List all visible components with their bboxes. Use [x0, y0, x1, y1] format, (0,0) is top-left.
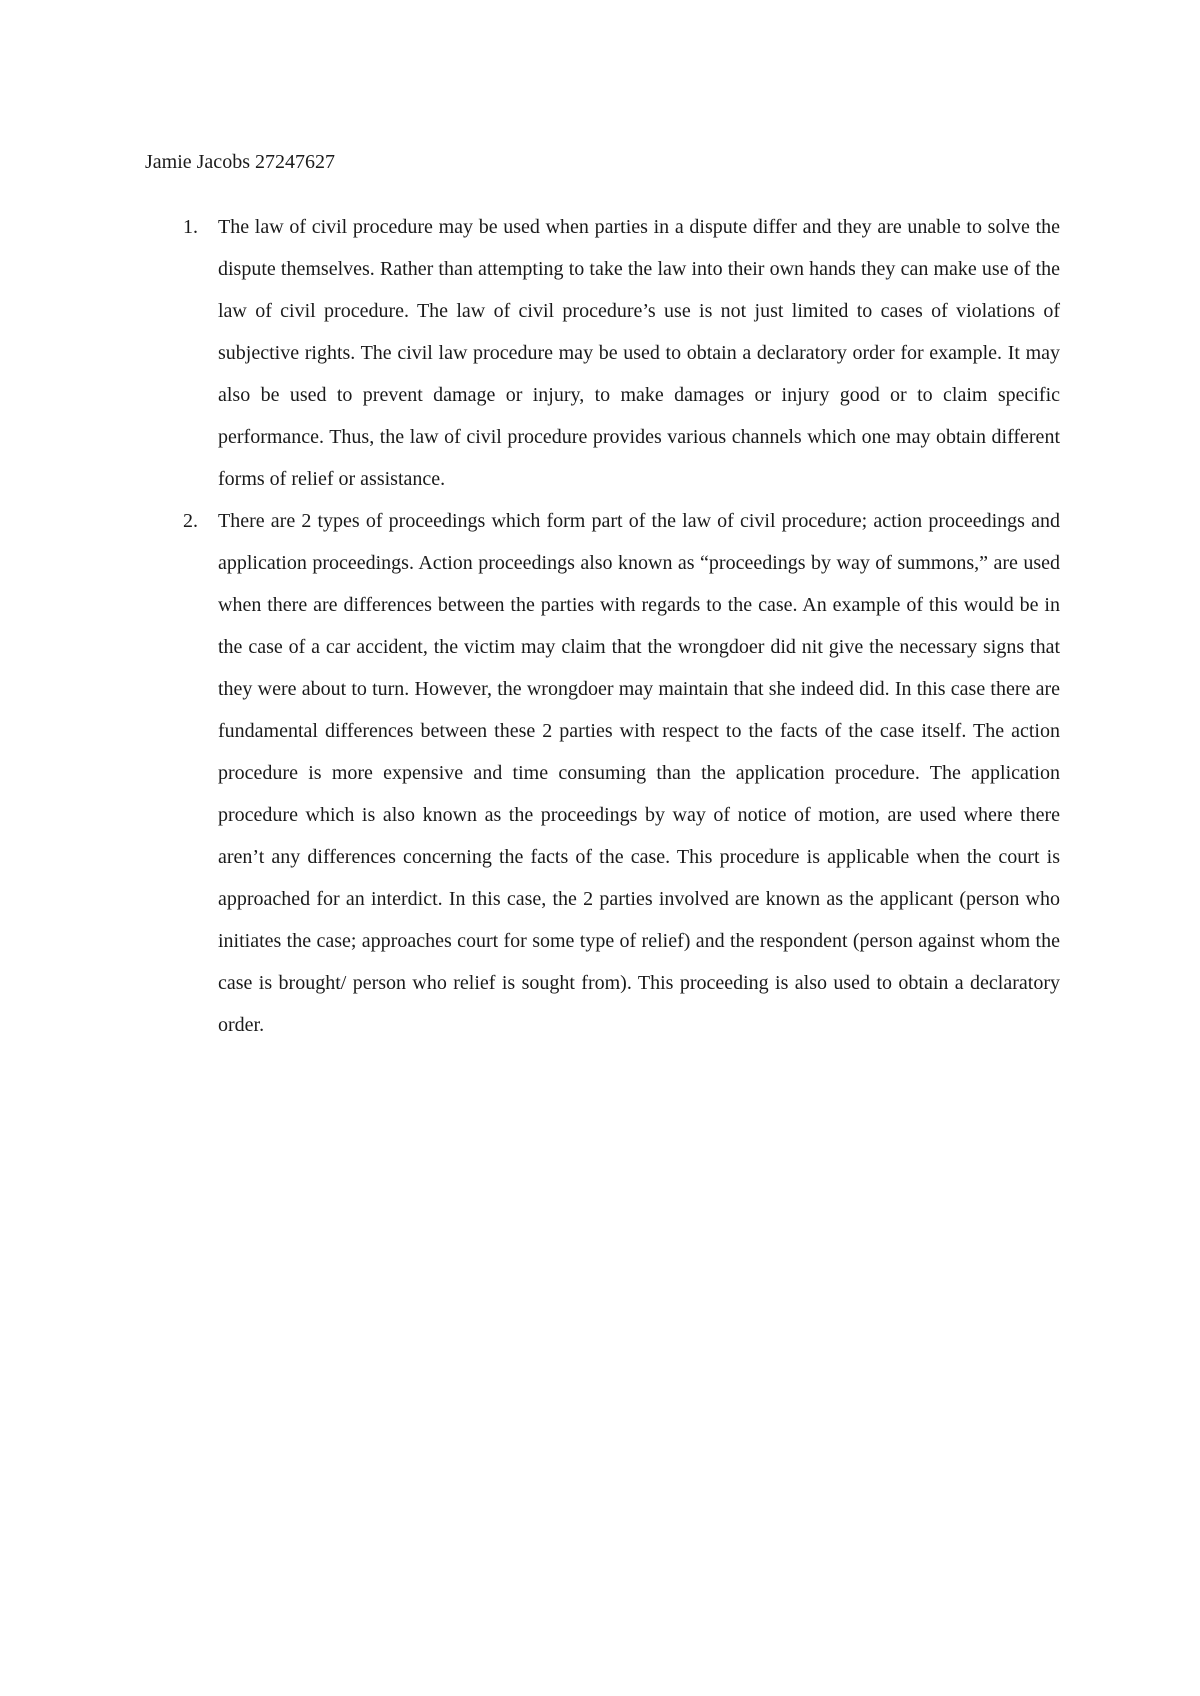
item-paragraph: There are 2 types of proceedings which form part of the law of civil procedure; action proceedings and application proceedings. Action proceedings also known as “proceedings by way of summons,” are used when there are differences between the parties with regards to the case. An example of this would be in the case of a car accident, the victim may claim that the wrongdoer did nit give the necessary signs that they were about to turn. However, the wrongdoer may maintain that she indeed did. In this case there are fundamental differences between these 2 parties with respect to the facts of the case itself. The action procedure is more expensive and time consuming than the application procedure. The application procedure which is also known as the proceedings by way of notice of motion, are used where there aren’t any differences concerning the facts of the case. This procedure is applicable when the court is approached for an interdict. In this case, the 2 parties involved are known as the applicant (person who initiates the case; approaches court for some type of relief) and the respondent (person against whom the case is brought/ person who relief is sought from). This proceeding is also used to obtain a declaratory order. [218, 510, 1060, 1036]
answer-list [145, 206, 1060, 1046]
list-item [145, 206, 1060, 500]
list-item [145, 500, 1060, 1046]
item-paragraph: The law of civil procedure may be used when parties in a dispute differ and they are unable to solve the dispute themselves. Rather than attempting to take the law into their own hands they can make use of the law of civil procedure. The law of civil procedure’s use is not just limited to cases of violations of subjective rights. The civil law procedure may be used to obtain a declaratory order for example. It may also be used to prevent damage or injury, to make damages or injury good or to claim specific performance. Thus, the law of civil procedure provides various channels which one may obtain different forms of relief or assistance. [218, 216, 1060, 490]
item-number: 2. [183, 510, 198, 532]
item-number: 1. [183, 216, 198, 238]
author-header: Jamie Jacobs 27247627 [145, 151, 335, 173]
